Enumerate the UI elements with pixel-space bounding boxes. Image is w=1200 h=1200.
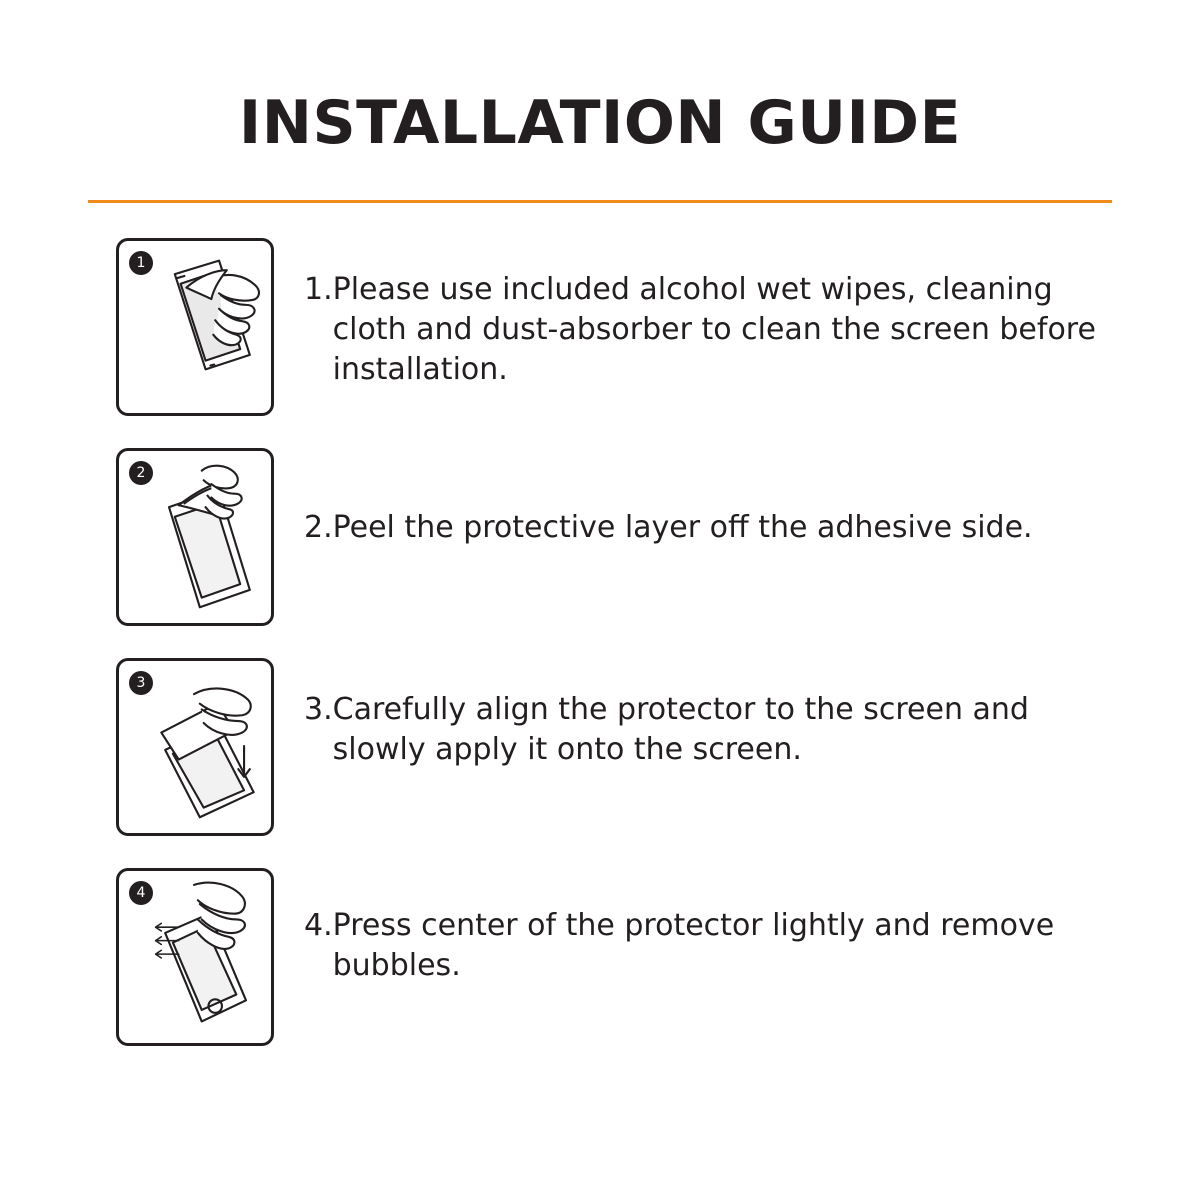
step-number: 3. — [304, 692, 333, 727]
step-3-text — [304, 658, 1100, 770]
step-badge: 3 — [129, 671, 153, 695]
title-divider — [88, 200, 1112, 203]
step-description: Please use included alcohol wet wipes, cleaning cloth and dust-absorber to clean the screen before installation. — [332, 272, 1096, 387]
step-number: 1. — [304, 272, 333, 307]
step-badge: 2 — [129, 461, 153, 485]
step-4-text — [304, 868, 1100, 986]
step-1-text — [304, 238, 1100, 390]
step-2-illustration — [116, 448, 274, 626]
step-badge: 1 — [129, 251, 153, 275]
step-description: Press center of the protector lightly and remove bubbles. — [332, 908, 1055, 983]
step-4-illustration — [116, 868, 274, 1046]
list-item — [0, 238, 1200, 416]
step-number: 4. — [304, 908, 333, 943]
step-number: 2. — [304, 510, 333, 545]
list-item — [0, 658, 1200, 836]
list-item — [0, 448, 1200, 626]
page-title: INSTALLATION GUIDE — [238, 88, 962, 158]
list-item — [0, 868, 1200, 1046]
step-1-illustration — [116, 238, 274, 416]
step-description: Peel the protective layer off the adhesive side. — [332, 510, 1033, 545]
step-badge: 4 — [129, 881, 153, 905]
steps-list — [0, 238, 1200, 1078]
step-3-illustration — [116, 658, 274, 836]
step-2-text — [304, 448, 1033, 548]
step-description: Carefully align the protector to the screen and slowly apply it onto the screen. — [332, 692, 1029, 767]
